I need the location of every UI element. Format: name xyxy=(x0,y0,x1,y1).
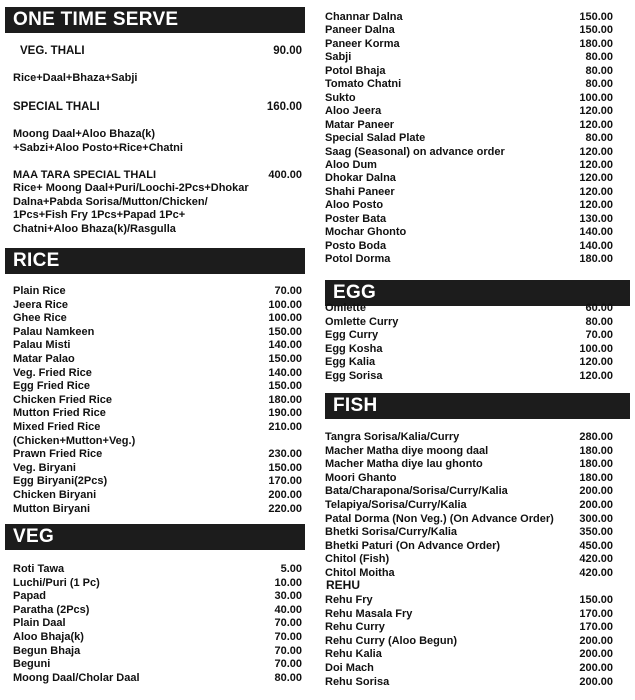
item-name: Aloo Bhaja(k) xyxy=(13,631,84,643)
item-price: 140.00 xyxy=(268,366,302,379)
menu-item-row xyxy=(13,672,302,685)
menu-item-row xyxy=(325,302,613,315)
desc-line: +Sabzi+Aloo Posto+Rice+Chatni xyxy=(13,141,183,154)
item-price: 230.00 xyxy=(268,448,302,461)
menu-item-row xyxy=(13,590,302,603)
item-price: 100.00 xyxy=(579,91,613,104)
item-price: 220.00 xyxy=(268,502,302,515)
item-price: 70.00 xyxy=(274,644,302,657)
item-name: Beguni xyxy=(13,658,51,671)
item-name: VEG. THALI xyxy=(20,45,85,57)
item-price: 80.00 xyxy=(585,64,613,77)
desc-line: Rice+ Moong Daal+Puri/Loochi-2Pcs+Dhokar xyxy=(13,182,249,194)
item-name: MAA TARA SPECIAL THALI xyxy=(13,169,156,181)
item-price: 120.00 xyxy=(579,145,613,158)
item-price: 80.00 xyxy=(585,78,613,91)
menu-item-row xyxy=(325,105,613,118)
menu-item-row xyxy=(325,608,613,621)
item-price: 150.00 xyxy=(268,380,302,393)
item-name: Sukto xyxy=(325,91,356,104)
menu-item-row xyxy=(325,540,613,553)
item-name: Moong Daal/Cholar Daal xyxy=(13,671,140,684)
item-name: Paratha (2Pcs) xyxy=(13,603,90,616)
item-name: Sabji xyxy=(325,51,352,64)
item-price: 80.00 xyxy=(585,132,613,145)
item-price: 180.00 xyxy=(579,471,613,484)
item-name: Macher Matha diye lau ghonto xyxy=(325,458,483,471)
item-price: 180.00 xyxy=(579,458,613,471)
item-price: 150.00 xyxy=(268,325,302,338)
item-price: 150.00 xyxy=(579,24,613,37)
item-price: 400.00 xyxy=(268,169,302,181)
item-name: Dhokar Dalna xyxy=(325,172,396,185)
item-name: Special Salad Plate xyxy=(325,132,426,145)
item-price: 200.00 xyxy=(579,485,613,498)
item-name: Paneer Korma xyxy=(325,37,400,50)
item-name: Omlette xyxy=(325,302,366,314)
item-price: 170.00 xyxy=(579,607,613,620)
item-price: 80.00 xyxy=(585,315,613,328)
item-price: 40.00 xyxy=(274,603,302,616)
item-name: Potol Bhaja xyxy=(325,64,386,77)
menu-item-row xyxy=(13,367,302,380)
item-name: Mixed Fried Rice xyxy=(13,421,101,433)
menu-item-row xyxy=(325,159,613,172)
item-name: Aloo Dum xyxy=(325,158,377,171)
item-name: Begun Bhaja xyxy=(13,644,81,657)
item-name: Rehu Curry (Aloo Begun) xyxy=(325,634,457,647)
item-name: Plain Rice xyxy=(13,285,66,297)
item-price: 120.00 xyxy=(579,356,613,368)
menu-item-row xyxy=(13,563,302,576)
item-price: 200.00 xyxy=(579,675,613,688)
item-price: 350.00 xyxy=(579,526,613,539)
item-name: Paneer Dalna xyxy=(325,24,395,37)
one-time-serve-header: ONE TIME SERVE xyxy=(5,7,305,33)
item-price: 120.00 xyxy=(579,185,613,198)
menu-item-row xyxy=(13,462,302,475)
menu-item-row xyxy=(325,24,613,37)
item-price: 170.00 xyxy=(579,621,613,634)
item-name: Macher Matha diye moong daal xyxy=(325,444,489,457)
menu-item-row xyxy=(13,380,302,393)
item-price: 170.00 xyxy=(268,475,302,488)
item-price: 210.00 xyxy=(268,421,302,433)
menu-item-row xyxy=(325,92,613,105)
item-name: Ghee Rice xyxy=(13,312,67,325)
item-price: 180.00 xyxy=(579,253,613,266)
menu-item-row xyxy=(325,226,613,239)
item-price: 420.00 xyxy=(579,567,613,579)
menu-item-row xyxy=(13,658,302,671)
menu-item-row xyxy=(325,553,613,566)
item-price: 70.00 xyxy=(274,631,302,643)
veg-header: VEG xyxy=(5,524,305,550)
item-price: 180.00 xyxy=(579,444,613,457)
menu-item-row xyxy=(325,567,613,580)
item-price: 100.00 xyxy=(579,342,613,355)
menu-item-row xyxy=(325,316,613,329)
item-price: 140.00 xyxy=(268,339,302,352)
item-name: Mutton Biryani xyxy=(13,502,90,515)
rehu-subheading: REHU xyxy=(326,578,361,592)
item-name: Roti Tawa xyxy=(13,563,65,575)
menu-item-row xyxy=(325,431,613,444)
item-price: 150.00 xyxy=(268,461,302,474)
item-name: Chitol Moitha xyxy=(325,567,395,579)
item-name: Potol Dorma xyxy=(325,253,391,266)
item-price: 90.00 xyxy=(273,45,302,57)
item-price: 130.00 xyxy=(579,212,613,225)
item-name: Prawn Fried Rice xyxy=(13,448,103,461)
item-price: 120.00 xyxy=(579,105,613,118)
menu-item-row xyxy=(325,621,613,634)
item-price: 150.00 xyxy=(268,353,302,365)
menu-item-row xyxy=(325,445,613,458)
menu-item-row xyxy=(325,119,613,132)
item-name: Chitol (Fish) xyxy=(325,553,390,566)
item-name: Matar Palao xyxy=(13,353,75,365)
menu-item-row xyxy=(325,65,613,78)
item-name: Bata/Charapona/Sorisa/Curry/Kalia xyxy=(325,485,508,498)
menu-item-row xyxy=(13,394,302,407)
item-name: Palau Namkeen xyxy=(13,325,95,338)
maa-tara-row xyxy=(13,169,302,182)
item-price: 70.00 xyxy=(274,285,302,297)
menu-item-row xyxy=(13,604,302,617)
item-price: 200.00 xyxy=(579,499,613,511)
rice-header: RICE xyxy=(5,248,305,274)
menu-item-row xyxy=(13,312,302,325)
menu-item-row xyxy=(325,662,613,675)
item-name: Veg. Biryani xyxy=(13,461,76,474)
item-name: Doi Mach xyxy=(325,662,374,674)
item-name: Channar Dalna xyxy=(325,11,403,23)
item-name: Mutton Fried Rice xyxy=(13,407,106,420)
menu-item-row xyxy=(13,353,302,366)
menu-item-row xyxy=(325,172,613,185)
menu-item-row xyxy=(13,577,302,590)
item-price: 420.00 xyxy=(579,553,613,566)
item-name: Poster Bata xyxy=(325,212,387,225)
menu-item-row xyxy=(325,635,613,648)
item-price: 450.00 xyxy=(579,539,613,552)
item-name: Papad xyxy=(13,590,47,603)
item-price: 70.00 xyxy=(274,658,302,671)
egg-header: EGG xyxy=(325,280,630,306)
menu-item-row xyxy=(325,472,613,485)
menu-item-row xyxy=(325,356,613,369)
item-name: Egg Sorisa xyxy=(325,369,383,382)
menu-item-row xyxy=(13,421,302,434)
item-name: Bhetki Sorisa/Curry/Kalia xyxy=(325,526,458,539)
menu-item-row xyxy=(325,485,613,498)
menu-item-row xyxy=(325,51,613,64)
item-price: 200.00 xyxy=(579,648,613,661)
item-name: Rehu Fry xyxy=(325,594,373,606)
item-name: Jeera Rice xyxy=(13,298,69,311)
item-price: 150.00 xyxy=(579,594,613,606)
item-price: 140.00 xyxy=(579,226,613,239)
item-name: Bhetki Paturi (On Advance Order) xyxy=(325,539,501,552)
menu-item-row xyxy=(13,448,302,461)
menu-item-row xyxy=(325,499,613,512)
item-price: 140.00 xyxy=(579,239,613,252)
item-price: 30.00 xyxy=(274,590,302,603)
fish-header: FISH xyxy=(325,393,630,419)
item-price: 120.00 xyxy=(579,158,613,171)
menu-item-row xyxy=(13,475,302,488)
menu-item-row xyxy=(13,617,302,630)
menu-item-row xyxy=(325,11,613,24)
item-price: 200.00 xyxy=(579,662,613,674)
item-name: Saag (Seasonal) on advance order xyxy=(325,145,505,158)
menu-item-row xyxy=(13,489,302,502)
item-price: 180.00 xyxy=(579,37,613,50)
menu-item-row xyxy=(13,631,302,644)
item-name: Patal Dorma (Non Veg.) (On Advance Order) xyxy=(325,512,554,525)
item-price: 100.00 xyxy=(268,298,302,311)
item-price: 150.00 xyxy=(579,11,613,23)
item-price: 190.00 xyxy=(268,407,302,420)
menu-item-row xyxy=(325,343,613,356)
desc-line: 1Pcs+Fish Fry 1Pcs+Papad 1Pc+ xyxy=(13,209,186,221)
item-name: Tomato Chatni xyxy=(325,78,402,91)
item-price: 80.00 xyxy=(585,51,613,64)
menu-item-row xyxy=(325,78,613,91)
item-price: 120.00 xyxy=(579,118,613,131)
item-name: Egg Kalia xyxy=(325,356,376,368)
item-name: SPECIAL THALI xyxy=(13,101,100,113)
menu-item-row xyxy=(325,513,613,526)
item-name: Chicken Fried Rice xyxy=(13,393,113,406)
item-name: Shahi Paneer xyxy=(325,185,395,198)
menu-item-row xyxy=(325,240,613,253)
item-name: Posto Boda xyxy=(325,239,387,252)
item-price: 70.00 xyxy=(585,329,613,341)
desc-line: Dalna+Pabda Sorisa/Mutton/Chicken/ xyxy=(13,195,208,208)
menu-item-row xyxy=(325,329,613,342)
item-price: 200.00 xyxy=(268,489,302,501)
item-price: 160.00 xyxy=(266,101,302,113)
veg-thali-desc: Rice+Daal+Bhaza+Sabji xyxy=(13,72,138,84)
item-price: 100.00 xyxy=(268,312,302,325)
menu-item-row xyxy=(13,645,302,658)
special-thali-row xyxy=(13,101,302,114)
menu-item-row xyxy=(325,146,613,159)
item-name: Telapiya/Sorisa/Curry/Kalia xyxy=(325,499,467,511)
item-price: 120.00 xyxy=(579,369,613,382)
item-name: Egg Biryani(2Pcs) xyxy=(13,475,108,488)
menu-item-row xyxy=(325,594,613,607)
menu-item-row xyxy=(13,326,302,339)
item-name: Egg Fried Rice xyxy=(13,380,91,393)
item-price: 70.00 xyxy=(274,617,302,630)
menu-item-row xyxy=(325,213,613,226)
item-name: Plain Daal xyxy=(13,617,66,630)
item-price: 5.00 xyxy=(280,563,302,575)
item-price: 180.00 xyxy=(268,393,302,406)
desc-line: Chatni+Aloo Bhaza(k)/Rasgulla xyxy=(13,222,176,235)
item-name: Aloo Posto xyxy=(325,199,384,212)
item-price: 120.00 xyxy=(579,199,613,212)
menu-item-row xyxy=(13,407,302,420)
item-name: Moori Ghanto xyxy=(325,471,397,484)
menu-item-row xyxy=(325,253,613,266)
menu-item-row xyxy=(325,370,613,383)
item-name: Tangra Sorisa/Kalia/Curry xyxy=(325,431,460,443)
item-name: (Chicken+Mutton+Veg.) xyxy=(13,434,136,447)
veg-thali-row xyxy=(20,45,302,58)
item-name: Rehu Masala Fry xyxy=(325,607,413,620)
item-price: 280.00 xyxy=(579,431,613,443)
item-name: Rehu Curry xyxy=(325,621,385,634)
item-name: Palau Misti xyxy=(13,339,71,352)
item-name: Veg. Fried Rice xyxy=(13,366,92,379)
item-name: Omlette Curry xyxy=(325,315,399,328)
item-name: Luchi/Puri (1 Pc) xyxy=(13,576,100,589)
item-name: Mochar Ghonto xyxy=(325,226,407,239)
item-name: Chicken Biryani xyxy=(13,489,97,501)
menu-item-row xyxy=(325,526,613,539)
item-name: Egg Curry xyxy=(325,329,379,341)
menu-item-row xyxy=(325,458,613,471)
menu-item-row xyxy=(325,648,613,661)
menu-item-row xyxy=(13,503,302,516)
item-price: 200.00 xyxy=(579,634,613,647)
item-price: 120.00 xyxy=(579,172,613,185)
item-name: Rehu Kalia xyxy=(325,648,382,661)
item-name: Aloo Jeera xyxy=(325,105,382,118)
menu-item-row xyxy=(13,285,302,298)
item-name: Egg Kosha xyxy=(325,342,383,355)
item-price: 10.00 xyxy=(274,576,302,589)
menu-item-row xyxy=(325,38,613,51)
item-price: 80.00 xyxy=(274,671,302,684)
menu-item-row xyxy=(13,435,302,448)
menu-item-row xyxy=(13,339,302,352)
desc-line: Moong Daal+Aloo Bhaza(k) xyxy=(13,128,156,140)
menu-item-row xyxy=(325,676,613,689)
menu-item-row xyxy=(13,299,302,312)
maa-tara-desc xyxy=(13,182,249,236)
item-name: Rehu Sorisa xyxy=(325,675,390,688)
item-name: Matar Paneer xyxy=(325,118,395,131)
menu-item-row xyxy=(325,199,613,212)
special-thali-desc xyxy=(13,128,183,155)
menu-item-row xyxy=(325,132,613,145)
item-price: 300.00 xyxy=(579,512,613,525)
item-price: 60.00 xyxy=(585,302,613,314)
menu-item-row xyxy=(325,186,613,199)
